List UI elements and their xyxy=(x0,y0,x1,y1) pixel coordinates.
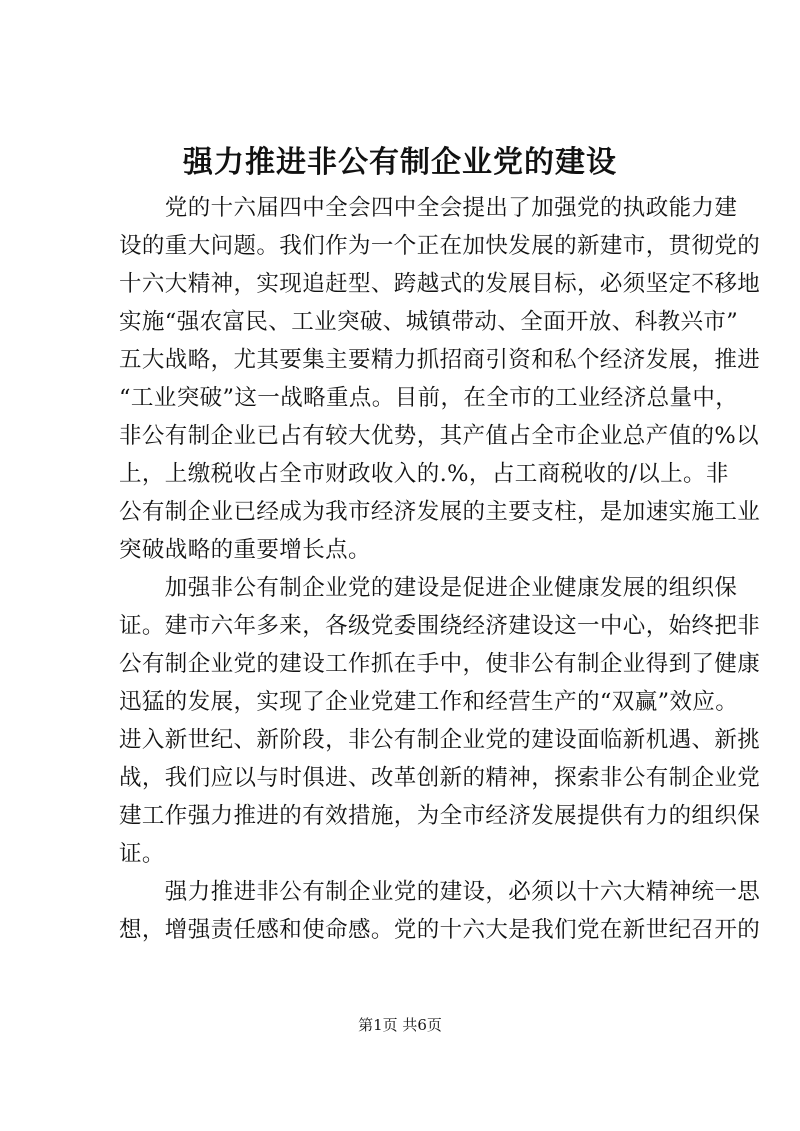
text-line: 进入新世纪、新阶段，非公有制企业党的建设面临新机遇、新挑 xyxy=(119,727,761,753)
text-line: 公有制企业已经成为我市经济发展的主要支柱，是加速实施工业 xyxy=(119,499,761,525)
text-line: 证。 xyxy=(119,841,165,867)
text-line: 想，增强责任感和使命感。党的十六大是我们党在新世纪召开的 xyxy=(119,917,761,943)
text-line: 战，我们应以与时俱进、改革创新的精神，探索非公有制企业党 xyxy=(119,765,761,791)
text-line: 非公有制企业已占有较大优势，其产值占全市企业总产值的%以 xyxy=(119,423,760,449)
text-line: 强力推进非公有制企业党的建设，必须以十六大精神统一思 xyxy=(119,879,761,905)
text-line: 实施“强农富民、工业突破、城镇带动、全面开放、科教兴市” xyxy=(119,309,739,335)
text-line: 党的十六届四中全会四中全会提出了加强党的执政能力建 xyxy=(119,195,738,221)
text-line: 突破战略的重要增长点。 xyxy=(119,537,371,563)
text-line: 建工作强力推进的有效措施，为全市经济发展提供有力的组织保 xyxy=(119,803,761,829)
text-line: 五大战略，尤其要集主要精力抓招商引资和私个经济发展，推进 xyxy=(119,347,761,373)
text-line: 十六大精神，实现追赶型、跨越式的发展目标，必须坚定不移地 xyxy=(119,271,761,297)
page-indicator: 第1页 共6页 xyxy=(358,1016,442,1034)
document-title: 强力推进非公有制企业党的建设 xyxy=(183,145,617,180)
text-line: 加强非公有制企业党的建设是促进企业健康发展的组织保 xyxy=(119,575,738,601)
text-line: “工业突破”这一战略重点。目前，在全市的工业经济总量中， xyxy=(119,385,739,411)
text-line: 迅猛的发展，实现了企业党建工作和经营生产的“双赢”效应。 xyxy=(119,689,739,715)
document-body xyxy=(119,189,761,949)
text-line: 证。建市六年多来，各级党委围绕经济建设这一中心，始终把非 xyxy=(119,613,761,639)
text-line: 上，上缴税收占全市财政收入的.%，占工商税收的/以上。非 xyxy=(119,461,729,487)
text-line: 设的重大问题。我们作为一个正在加快发展的新建市，贯彻党的 xyxy=(119,233,761,259)
text-line: 公有制企业党的建设工作抓在手中，使非公有制企业得到了健康 xyxy=(119,651,761,677)
